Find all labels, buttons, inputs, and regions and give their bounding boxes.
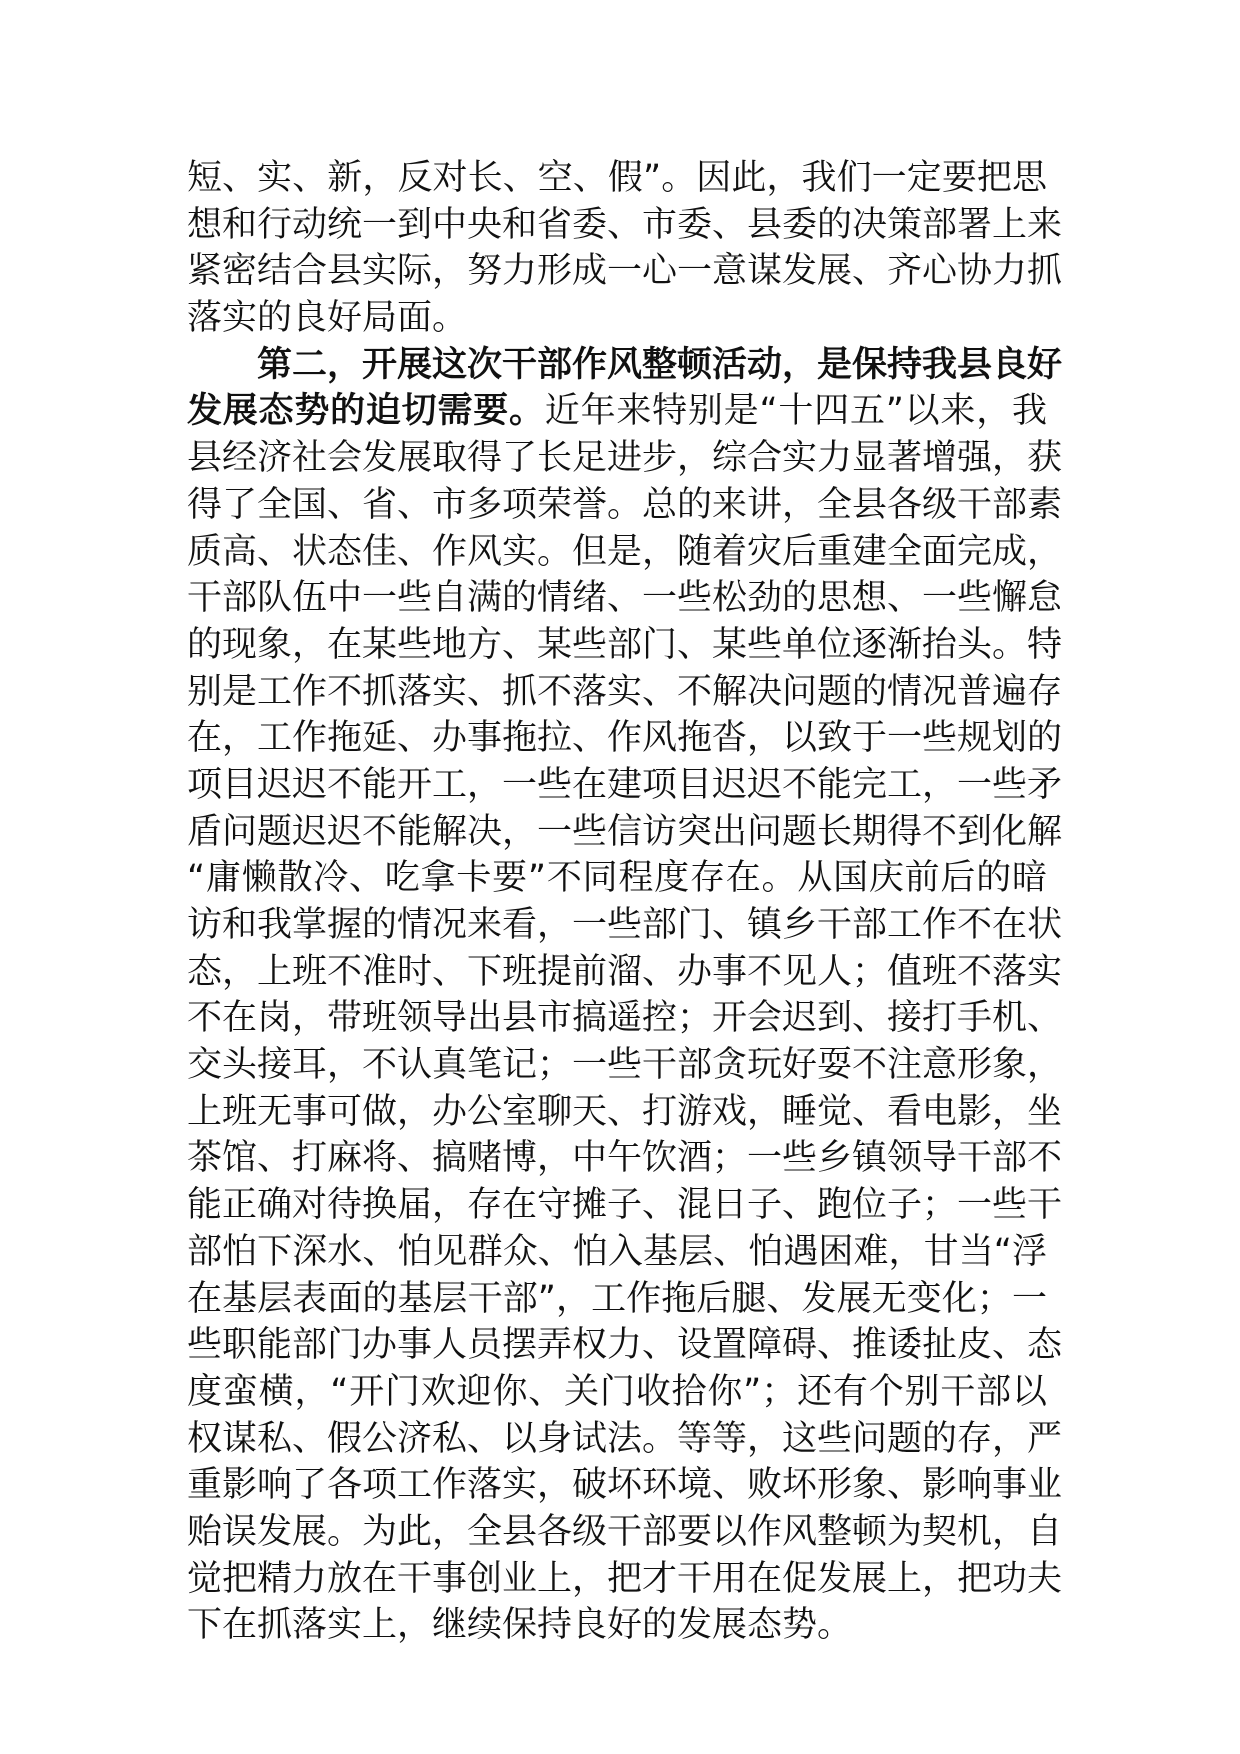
text-line: 盾问题迟迟不能解决，一些信访突出问题长期得不到化解 xyxy=(187,811,1063,852)
text-line xyxy=(187,388,1047,435)
text-line: 不在岗，带班领导出县市搞遥控；开会迟到、接打手机、 xyxy=(187,998,1063,1039)
text-line: 些职能部门办事人员摆弄权力、设置障碍、推诿扯皮、态 xyxy=(187,1325,1063,1366)
paragraph-heading-end: 发展态势的迫切需要。 xyxy=(187,391,545,432)
text-line: 县经济社会发展取得了长足进步，综合实力显著增强，获 xyxy=(187,438,1063,479)
text-line: 的现象，在某些地方、某些部门、某些单位逐渐抬头。特 xyxy=(187,624,1063,665)
text-line: 在基层表面的基层干部”，工作拖后腿、发展无变化；一 xyxy=(187,1278,1047,1319)
text-line: 重影响了各项工作落实，破坏环境、败坏形象、影响事业 xyxy=(187,1465,1063,1506)
paragraph xyxy=(187,342,1063,1649)
text-line: 权谋私、假公济私、以身试法。等等，这些问题的存，严 xyxy=(187,1418,1063,1459)
paragraph-heading: 第二，开展这次干部作风整顿活动，是保持我县良好 xyxy=(257,344,1063,385)
text-line: 得了全国、省、市多项荣誉。总的来讲，全县各级干部素 xyxy=(187,484,1063,525)
text-line: 觉把精力放在干事创业上，把才干用在促发展上，把功夫 xyxy=(187,1558,1063,1599)
text-line: 度蛮横，“开门欢迎你、关门收拾你”；还有个别干部以 xyxy=(187,1371,1047,1412)
text-line: 想和行动统一到中央和省委、市委、县委的决策部署上来 xyxy=(187,204,1063,245)
text-run: 近年来特别是“十四五”以来，我 xyxy=(544,391,1047,432)
text-line: 下在抓落实上，继续保持良好的发展态势。 xyxy=(187,1605,853,1646)
text-line: 茶馆、打麻将、搞赌博，中午饮酒；一些乡镇领导干部不 xyxy=(187,1138,1063,1179)
text-line: 在，工作拖延、办事拖拉、作风拖沓，以致于一些规划的 xyxy=(187,718,1063,759)
text-line: 交头接耳，不认真笔记；一些干部贪玩好耍不注意形象， xyxy=(187,1045,1063,1086)
text-line: 上班无事可做，办公室聊天、打游戏，睡觉、看电影，坐 xyxy=(187,1091,1063,1132)
text-line: 落实的良好局面。 xyxy=(187,298,468,339)
text-line: 质高、状态佳、作风实。但是，随着灾后重建全面完成， xyxy=(187,531,1063,572)
text-line: 项目迟迟不能开工，一些在建项目迟迟不能完工，一些矛 xyxy=(187,764,1063,805)
text-line: 访和我掌握的情况来看，一些部门、镇乡干部工作不在状 xyxy=(187,905,1063,945)
body-text xyxy=(187,155,1063,1649)
text-line: 部怕下深水、怕见群众、怕入基层、怕遇困难，甘当“浮 xyxy=(187,1231,1047,1272)
text-line: 能正确对待换届，存在守摊子、混日子、跑位子；一些干 xyxy=(187,1185,1063,1226)
text-line: 别是工作不抓落实、抓不落实、不解决问题的情况普遍存 xyxy=(187,671,1063,712)
text-line: 紧密结合县实际，努力形成一心一意谋发展、齐心协力抓 xyxy=(187,251,1063,292)
text-line: 干部队伍中一些自满的情绪、一些松劲的思想、一些懈怠 xyxy=(187,578,1063,619)
text-line: 贻误发展。为此，全县各级干部要以作风整顿为契机，自 xyxy=(187,1511,1063,1552)
text-line: “庸懒散冷、吃拿卡要”不同程度存在。从国庆前后的暗 xyxy=(187,858,1047,899)
text-line: 态，上班不准时、下班提前溜、办事不见人；值班不落实 xyxy=(187,951,1063,992)
text-line: 短、实、新，反对长、空、假”。因此，我们一定要把思 xyxy=(187,158,1047,198)
paragraph xyxy=(187,155,1063,342)
